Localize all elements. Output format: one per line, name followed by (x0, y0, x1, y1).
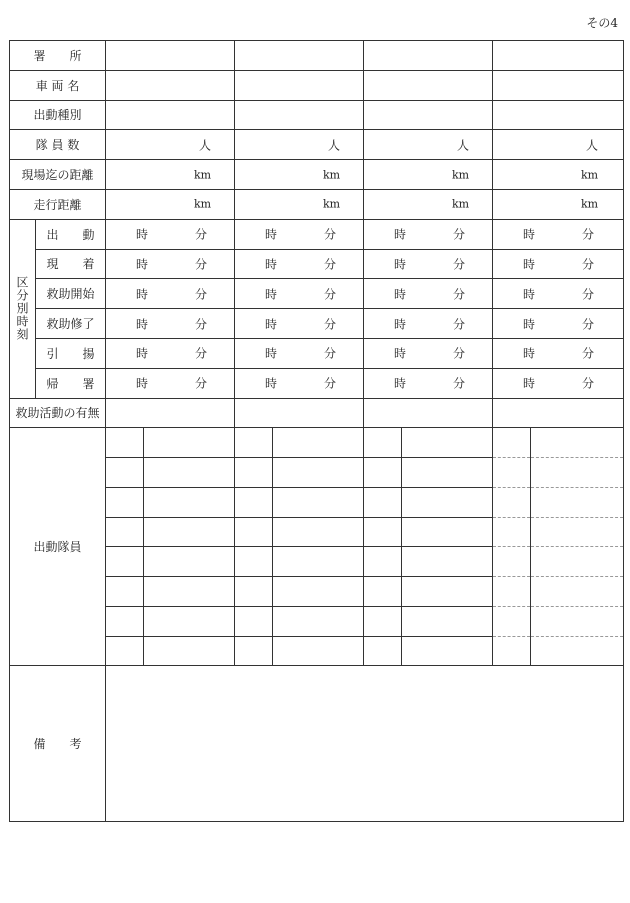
cell-dispatch-type-4[interactable] (493, 100, 624, 130)
crew-row (10, 428, 624, 458)
unit-minute: 分 (324, 227, 337, 242)
unit-person: 人 (586, 138, 599, 153)
cell-vehicle-3[interactable] (364, 70, 493, 100)
label-time-row: 帰 署 (36, 368, 106, 398)
crew-rank-cell[interactable] (106, 606, 144, 636)
crew-rank-cell[interactable] (235, 577, 273, 607)
crew-name-cell[interactable] (273, 458, 364, 488)
unit-minute: 分 (453, 287, 466, 302)
unit-minute: 分 (582, 257, 595, 272)
time-cell[interactable] (364, 368, 493, 398)
time-cell[interactable] (364, 338, 493, 368)
unit-km: km (194, 197, 212, 211)
crew-rank-cell[interactable] (364, 577, 402, 607)
row-rescue-activity (10, 398, 624, 428)
crew-rank-cell[interactable] (493, 428, 531, 458)
crew-name-cell[interactable] (144, 636, 235, 666)
crew-name-cell[interactable] (144, 487, 235, 517)
cell-travel-distance-3[interactable] (364, 189, 493, 219)
unit-hour: 時 (136, 376, 149, 391)
unit-person: 人 (457, 138, 470, 153)
unit-hour: 時 (523, 227, 536, 242)
time-cell[interactable] (235, 249, 364, 279)
crew-name-cell[interactable] (402, 458, 493, 488)
crew-name-cell[interactable] (402, 428, 493, 458)
label-vehicle: 車 両 名 (10, 70, 106, 100)
row-time-arrival (10, 249, 624, 279)
cell-crew-count-3[interactable] (364, 130, 493, 160)
crew-name-cell[interactable] (531, 606, 624, 636)
crew-rank-cell[interactable] (493, 458, 531, 488)
unit-hour: 時 (136, 346, 149, 361)
unit-minute: 分 (453, 317, 466, 332)
row-dispatch-type (10, 100, 624, 130)
time-cell[interactable] (493, 219, 624, 249)
crew-name-cell[interactable] (144, 458, 235, 488)
unit-hour: 時 (136, 227, 149, 242)
unit-minute: 分 (324, 317, 337, 332)
cell-station-2[interactable] (235, 41, 364, 71)
crew-name-cell[interactable] (402, 547, 493, 577)
crew-rank-cell[interactable] (106, 428, 144, 458)
unit-hour: 時 (136, 257, 149, 272)
crew-name-cell[interactable] (531, 517, 624, 547)
crew-rank-cell[interactable] (493, 547, 531, 577)
crew-name-cell[interactable] (531, 636, 624, 666)
unit-minute: 分 (324, 346, 337, 361)
cell-rescue-activity-4[interactable] (493, 398, 624, 428)
crew-name-cell[interactable] (402, 487, 493, 517)
label-dispatch-type: 出動種別 (10, 100, 106, 130)
unit-minute: 分 (324, 376, 337, 391)
crew-name-cell[interactable] (531, 458, 624, 488)
time-cell[interactable] (106, 368, 235, 398)
unit-minute: 分 (582, 227, 595, 242)
unit-km: km (581, 168, 599, 182)
crew-name-cell[interactable] (531, 547, 624, 577)
cell-station-4[interactable] (493, 41, 624, 71)
cell-vehicle-4[interactable] (493, 70, 624, 100)
label-time-row: 現 着 (36, 249, 106, 279)
crew-rank-cell[interactable] (364, 636, 402, 666)
page-number: その4 (586, 16, 618, 30)
crew-name-cell[interactable] (144, 547, 235, 577)
crew-name-cell[interactable] (402, 636, 493, 666)
crew-name-cell[interactable] (402, 517, 493, 547)
unit-hour: 時 (394, 346, 407, 361)
row-distance-to-site (10, 160, 624, 190)
row-time-rescue-end (10, 309, 624, 339)
row-vehicle (10, 70, 624, 100)
cell-rescue-activity-2[interactable] (235, 398, 364, 428)
unit-hour: 時 (523, 287, 536, 302)
crew-rank-cell[interactable] (493, 517, 531, 547)
cell-dispatch-type-1[interactable] (106, 100, 235, 130)
crew-name-cell[interactable] (273, 606, 364, 636)
label-crew-members: 出動隊員 (10, 428, 106, 666)
cell-dispatch-type-2[interactable] (235, 100, 364, 130)
crew-rank-cell[interactable] (106, 487, 144, 517)
unit-hour: 時 (523, 376, 536, 391)
time-cell[interactable] (235, 368, 364, 398)
unit-minute: 分 (453, 227, 466, 242)
label-crew-count: 隊 員 数 (10, 130, 106, 160)
crew-rank-cell[interactable] (493, 606, 531, 636)
crew-name-cell[interactable] (402, 577, 493, 607)
crew-name-cell[interactable] (273, 636, 364, 666)
unit-hour: 時 (394, 317, 407, 332)
unit-km: km (194, 168, 212, 182)
unit-km: km (581, 197, 599, 211)
crew-rank-cell[interactable] (235, 547, 273, 577)
label-rescue-activity: 救助活動の有無 (10, 398, 106, 428)
crew-name-cell[interactable] (144, 577, 235, 607)
crew-name-cell[interactable] (402, 606, 493, 636)
cell-crew-count-2[interactable] (235, 130, 364, 160)
row-time-dispatch (10, 219, 624, 249)
crew-rank-cell[interactable] (235, 487, 273, 517)
unit-minute: 分 (195, 376, 208, 391)
time-cell[interactable] (235, 219, 364, 249)
crew-name-cell[interactable] (531, 577, 624, 607)
unit-km: km (452, 168, 470, 182)
unit-hour: 時 (523, 346, 536, 361)
unit-hour: 時 (136, 317, 149, 332)
cell-dispatch-type-3[interactable] (364, 100, 493, 130)
unit-minute: 分 (453, 257, 466, 272)
label-remarks: 備 考 (10, 666, 106, 822)
crew-rank-cell[interactable] (235, 606, 273, 636)
unit-minute: 分 (195, 227, 208, 242)
crew-rank-cell[interactable] (493, 577, 531, 607)
crew-name-cell[interactable] (273, 517, 364, 547)
crew-name-cell[interactable] (273, 487, 364, 517)
time-cell[interactable] (106, 219, 235, 249)
unit-minute: 分 (195, 287, 208, 302)
cell-station-1[interactable] (106, 41, 235, 71)
cell-crew-count-4[interactable] (493, 130, 624, 160)
unit-hour: 時 (394, 287, 407, 302)
unit-minute: 分 (582, 317, 595, 332)
crew-name-cell[interactable] (144, 517, 235, 547)
unit-km: km (323, 168, 341, 182)
time-cell[interactable] (493, 338, 624, 368)
crew-rank-cell[interactable] (364, 487, 402, 517)
label-travel-distance: 走行距離 (10, 189, 106, 219)
unit-minute: 分 (453, 376, 466, 391)
time-cell[interactable] (235, 309, 364, 339)
unit-minute: 分 (582, 376, 595, 391)
crew-name-cell[interactable] (273, 428, 364, 458)
label-time-row: 出 動 (36, 219, 106, 249)
time-cell[interactable] (106, 249, 235, 279)
label-time-row: 救助修了 (36, 309, 106, 339)
crew-rank-cell[interactable] (235, 428, 273, 458)
time-cell[interactable] (364, 249, 493, 279)
time-cell[interactable] (235, 338, 364, 368)
unit-hour: 時 (394, 376, 407, 391)
crew-name-cell[interactable] (273, 547, 364, 577)
time-cell[interactable] (106, 309, 235, 339)
crew-rank-cell[interactable] (106, 577, 144, 607)
unit-hour: 時 (265, 227, 278, 242)
crew-rank-cell[interactable] (106, 458, 144, 488)
time-cell[interactable] (364, 219, 493, 249)
cell-travel-distance-2[interactable] (235, 189, 364, 219)
unit-minute: 分 (453, 346, 466, 361)
cell-remarks[interactable] (106, 666, 624, 822)
unit-minute: 分 (324, 257, 337, 272)
cell-rescue-activity-1[interactable] (106, 398, 235, 428)
time-cell[interactable] (364, 309, 493, 339)
unit-minute: 分 (582, 346, 595, 361)
crew-name-cell[interactable] (144, 606, 235, 636)
unit-hour: 時 (394, 227, 407, 242)
time-cell[interactable] (106, 338, 235, 368)
label-time-row: 引 揚 (36, 338, 106, 368)
unit-hour: 時 (265, 346, 278, 361)
cell-distance-to-site-3[interactable] (364, 160, 493, 190)
crew-rank-cell[interactable] (493, 487, 531, 517)
crew-rank-cell[interactable] (364, 606, 402, 636)
time-cell[interactable] (106, 279, 235, 309)
crew-name-cell[interactable] (144, 428, 235, 458)
unit-person: 人 (328, 138, 341, 153)
cell-travel-distance-4[interactable] (493, 189, 624, 219)
unit-hour: 時 (136, 287, 149, 302)
unit-minute: 分 (324, 287, 337, 302)
time-cell[interactable] (493, 279, 624, 309)
crew-rank-cell[interactable] (106, 636, 144, 666)
cell-vehicle-2[interactable] (235, 70, 364, 100)
crew-name-cell[interactable] (273, 577, 364, 607)
cell-distance-to-site-1[interactable] (106, 160, 235, 190)
time-cell[interactable] (364, 279, 493, 309)
time-cell[interactable] (493, 309, 624, 339)
crew-rank-cell[interactable] (364, 428, 402, 458)
cell-station-3[interactable] (364, 41, 493, 71)
unit-minute: 分 (582, 287, 595, 302)
unit-hour: 時 (265, 317, 278, 332)
rescue-record-table (9, 40, 624, 822)
time-cell[interactable] (235, 279, 364, 309)
crew-rank-cell[interactable] (106, 517, 144, 547)
unit-minute: 分 (195, 346, 208, 361)
unit-person: 人 (199, 138, 212, 153)
unit-minute: 分 (195, 317, 208, 332)
crew-rank-cell[interactable] (235, 458, 273, 488)
label-station: 署 所 (10, 41, 106, 71)
cell-travel-distance-1[interactable] (106, 189, 235, 219)
unit-hour: 時 (265, 287, 278, 302)
unit-minute: 分 (195, 257, 208, 272)
unit-km: km (323, 197, 341, 211)
row-time-return (10, 368, 624, 398)
unit-hour: 時 (265, 376, 278, 391)
unit-hour: 時 (523, 317, 536, 332)
cell-distance-to-site-4[interactable] (493, 160, 624, 190)
unit-km: km (452, 197, 470, 211)
row-time-rescue-start (10, 279, 624, 309)
crew-name-cell[interactable] (531, 428, 624, 458)
crew-rank-cell[interactable] (106, 547, 144, 577)
crew-rank-cell[interactable] (364, 547, 402, 577)
crew-rank-cell[interactable] (364, 458, 402, 488)
crew-rank-cell[interactable] (493, 636, 531, 666)
label-time-section: 区分別時刻 (10, 219, 36, 398)
row-crew-count (10, 130, 624, 160)
label-distance-to-site: 現場迄の距離 (10, 160, 106, 190)
time-cell[interactable] (493, 249, 624, 279)
row-travel-distance (10, 189, 624, 219)
label-time-row: 救助開始 (36, 279, 106, 309)
crew-name-cell[interactable] (531, 487, 624, 517)
cell-rescue-activity-3[interactable] (364, 398, 493, 428)
time-cell[interactable] (493, 368, 624, 398)
unit-hour: 時 (394, 257, 407, 272)
row-time-withdraw (10, 338, 624, 368)
cell-distance-to-site-2[interactable] (235, 160, 364, 190)
crew-rank-cell[interactable] (235, 517, 273, 547)
cell-vehicle-1[interactable] (106, 70, 235, 100)
crew-rank-cell[interactable] (364, 517, 402, 547)
crew-rank-cell[interactable] (235, 636, 273, 666)
unit-hour: 時 (265, 257, 278, 272)
row-remarks (10, 666, 624, 822)
unit-hour: 時 (523, 257, 536, 272)
cell-crew-count-1[interactable] (106, 130, 235, 160)
row-station (10, 41, 624, 71)
